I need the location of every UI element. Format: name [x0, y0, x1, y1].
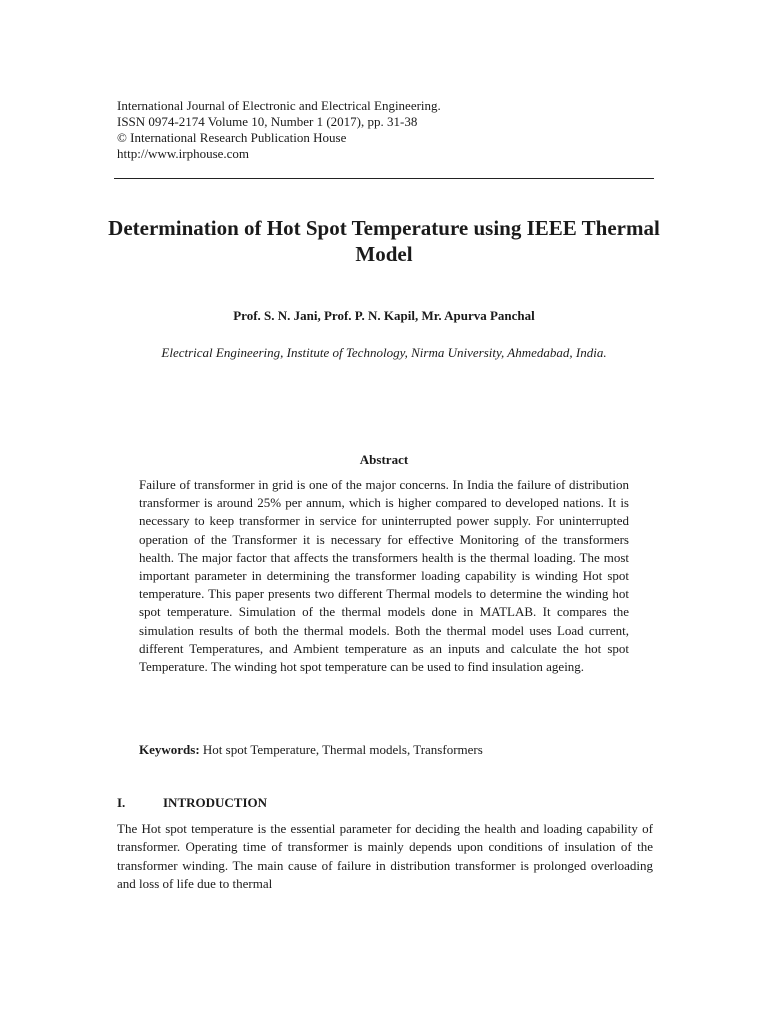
keywords-text: Hot spot Temperature, Thermal models, Transformers — [199, 742, 483, 757]
journal-url: http://www.irphouse.com — [117, 146, 250, 161]
keywords-label: Keywords: — [139, 742, 200, 757]
author-affiliation: Electrical Engineering, Institute of Technology, Nirma University, Ahmedabad, India. — [161, 345, 607, 360]
paper-authors: Prof. S. N. Jani, Prof. P. N. Kapil, Mr. Apurva Panchal — [233, 308, 535, 323]
journal-header — [117, 98, 657, 162]
paper-title: Determination of Hot Spot Temperature using IEEE Thermal Model — [108, 216, 660, 266]
abstract-text: Failure of transformer in grid is one of the major concerns. In India the failure of distribution transformer is around 25% per annum, which is higher compared to developed nations. It is necessary to keep transformer in service for uninterrupted power supply. For uninterrupted operation of the Transformer it is necessary for effective Monitoring of the transformers health. The major factor that affects the transformers health is the thermal loading. The most important parameter in determining the transformer loading capability is winding Hot spot temperature. This paper presents two different Thermal models to determine the winding hot spot temperature. Simulation of the thermal models done in MATLAB. It compares the simulation results of both the thermal models. Both the thermal model uses Load current, different Temperatures, and Ambient temperature as an inputs and calculate the hot spot Temperature. The winding hot spot temperature can be used to find insulation ageing. — [139, 477, 629, 675]
introduction-text: The Hot spot temperature is the essential parameter for deciding the health and loading capability of transformer. Operating time of transformer is mainly depends upon conditions of insulation of the transformer winding. The main cause of failure in distribution transformer is prolonged overloading and loss of life due to thermal — [117, 821, 653, 891]
section-title: INTRODUCTION — [163, 795, 268, 810]
header-divider — [114, 178, 654, 179]
section-number: I. — [117, 795, 126, 810]
keywords-line — [139, 742, 639, 758]
issn-line: ISSN 0974-2174 Volume 10, Number 1 (2017), pp. 31-38 — [117, 114, 418, 129]
abstract-heading: Abstract — [359, 452, 409, 467]
journal-name: International Journal of Electronic and Electrical Engineering. — [117, 98, 441, 113]
publisher-line: © International Research Publication House — [117, 130, 347, 145]
section-heading — [117, 795, 267, 811]
